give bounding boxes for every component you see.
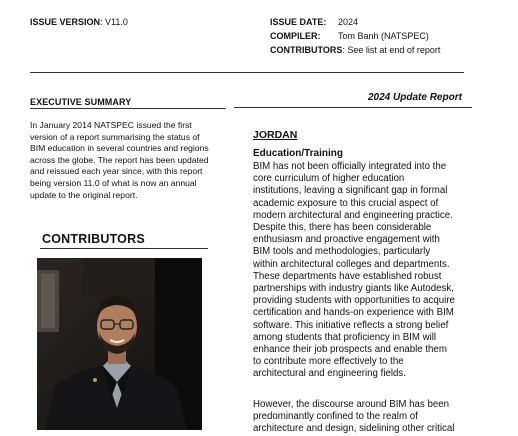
contributors-heading-rule <box>40 248 208 249</box>
issue-date-label: ISSUE DATE: <box>270 17 327 27</box>
summary-line: BIM education in several countries and regions <box>30 143 209 154</box>
paragraph-line: Despite this, there has been considerable <box>253 222 432 234</box>
contributors-heading: CONTRIBUTORS <box>42 232 145 246</box>
summary-line: and reissued each year since, with this report <box>30 166 203 177</box>
paragraph-line: institutions, leaving a significant gap in formal <box>253 185 448 197</box>
paragraph-line: partnerships with industry giants like Autodesk, <box>253 283 454 295</box>
paragraph-line: providing students with opportunities to acquire <box>253 295 455 307</box>
compiler-label: COMPILER: <box>270 31 321 41</box>
executive-summary-text <box>30 120 216 201</box>
paragraph-line: BIM has not been officially integrated into the <box>253 161 447 172</box>
update-title-rule <box>234 107 472 108</box>
summary-heading-rule <box>30 108 226 109</box>
issue-version-value: : V11.0 <box>100 17 128 27</box>
summary-line: across the globe. The report has been updated <box>30 154 209 165</box>
issue-version-label: ISSUE VERSION <box>30 17 101 27</box>
paragraph-line: enhance their job prospects and enable them <box>253 344 447 356</box>
paragraph-2 <box>253 399 477 436</box>
paragraph-line: certification and hands-on experience with BIM <box>253 307 454 319</box>
update-report-title: 2024 Update Report <box>368 92 462 103</box>
paragraph-line: among students that proficiency in BIM will <box>253 331 437 343</box>
paragraph-line: architectural and engineering fields. <box>253 368 406 380</box>
contributors-note <box>270 44 440 56</box>
compiler-value: Tom Banh (NATSPEC) <box>338 31 429 41</box>
paragraph-line: modern architectural and engineering practice. <box>253 209 453 221</box>
paragraph-line: core curriculum of higher education <box>253 173 405 185</box>
paragraph-line: predominantly confined to the realm of <box>253 411 418 423</box>
contributors-value: : See list at end of report <box>342 45 441 55</box>
paragraph-line: to contribute more effectively to the <box>253 356 404 368</box>
paragraph-line: enthusiasm and proactive engagement with <box>253 234 440 246</box>
issue-date-value: 2024 <box>338 17 359 27</box>
header-divider <box>30 72 464 73</box>
contributors-label: CONTRIBUTORS <box>270 45 343 55</box>
paragraph-line: architecture and design, sidelining other critical <box>253 423 455 435</box>
paragraph-line: These departments have established robust <box>253 270 442 282</box>
issue-version <box>30 16 128 28</box>
paragraph-line: software. This initiative reflects a strong belief <box>253 319 449 331</box>
paragraph-line: academic exposure to this crucial aspect of <box>253 197 439 209</box>
contributor-photo <box>37 258 202 430</box>
issue-date <box>270 16 359 28</box>
summary-line: version of a report summarising the status of <box>30 131 200 142</box>
summary-line: update to the original report. <box>30 189 138 200</box>
paragraph-1 <box>253 161 477 381</box>
section-subheading: Education/Training <box>253 148 344 159</box>
paragraph-line: BIM tools and methodologies, particularly <box>253 246 431 258</box>
summary-line: being version 11.0 of what is now an annual <box>30 177 197 188</box>
paragraph-line: However, the discourse around BIM has been <box>253 399 450 410</box>
summary-line: In January 2014 NATSPEC issued the first <box>30 120 192 130</box>
compiler <box>270 30 429 42</box>
paragraph-line: within architectural colleges and departments. <box>253 258 450 270</box>
executive-summary-heading: EXECUTIVE SUMMARY <box>30 97 132 107</box>
country-heading: JORDAN <box>253 129 298 141</box>
